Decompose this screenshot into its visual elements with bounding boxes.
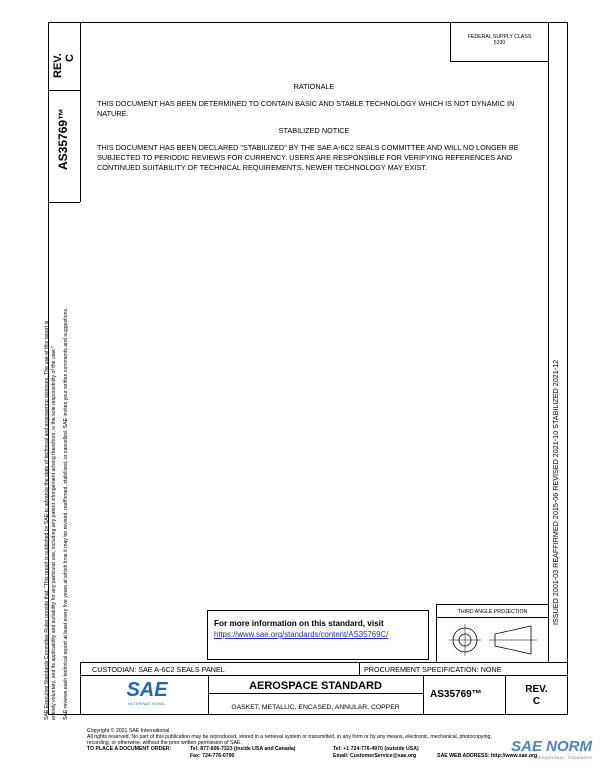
side-rev-value: C [64, 54, 76, 62]
fsc-box [450, 22, 548, 62]
side-doc-number: AS35769™ [56, 107, 70, 170]
projection-symbol-icon [437, 618, 549, 662]
stabilized-title: STABILIZED NOTICE [278, 126, 350, 135]
info-box [207, 610, 429, 660]
projection-box [436, 604, 548, 662]
footer-tel2: Tel: +1 724-776-4970 (outside USA) [333, 746, 419, 752]
title-rev-label: REV. [525, 684, 548, 695]
title-rev [505, 684, 568, 708]
left-notice-line3: SAE reviews each technical report at least every five years at which time it may be revised, reaffirmed, stabilized, or cancelled. SAE invites your written comments and suggestions. [63, 307, 69, 720]
rationale-text: THIS DOCUMENT HAS BEEN DETERMINED TO CONTAIN BASIC AND STABLE TECHNOLOGY WHICH IS NOT DYNAMIC IN NATURE. [97, 99, 515, 118]
left-column-divider [80, 22, 81, 202]
left-notice-line2: entirely voluntary, and its applicability and suitability for any particular use, including any patent infringement arising therefrom, is the sole responsibility of the user.” [51, 346, 57, 720]
footer-rights1: All rights reserved. No part of this publication may be reproduced, stored in a retrieval system or transmitted, in any form or by any means, electronic, mechanical, photocopying, [87, 734, 492, 740]
fsc-label: FEDERAL SUPPLY CLASS [467, 34, 532, 40]
fsc-value: 5330 [493, 40, 506, 46]
sae-logo-text: SAE [126, 679, 168, 701]
title-block [80, 676, 568, 715]
sae-logo-sub: INTERNATIONAL [127, 701, 167, 706]
footer-order-label: TO PLACE A DOCUMENT ORDER: [87, 746, 172, 752]
watermark-text: SAE NORM [511, 738, 592, 755]
watermark [484, 739, 592, 760]
footer-tel1: Tel: 877-606-7323 (inside USA and Canada) [190, 746, 296, 752]
rationale-title: RATIONALE [293, 82, 335, 91]
left-notice-line1: SAE Executive Standards Committee Rules provide that: “This report is published by SAE to advance the state of technical and engineering sciences. The use of this report is [44, 320, 50, 720]
title-rev-value: C [532, 696, 541, 707]
footer-web: SAE WEB ADDRESS: http://www.sae.org [437, 753, 538, 759]
standard-type: AEROSPACE STANDARD [249, 680, 382, 692]
footer-email: Email: CustomerService@sae.org [333, 753, 417, 759]
projection-label: THIRD ANGLE PROJECTION [457, 609, 528, 615]
custodian-row [80, 662, 568, 676]
footer-copyright: Copyright © 2021 SAE International [87, 728, 170, 734]
document-subtitle: GASKET, METALLIC, ENCASED, ANNULAR, COPPER [231, 704, 400, 711]
title-doc-number: AS35769™ [430, 689, 482, 700]
procurement-text: PROCUREMENT SPECIFICATION: NONE [364, 665, 502, 674]
right-strip-divider [548, 22, 549, 662]
info-heading: For more information on this standard, visit [214, 619, 384, 628]
footer-fax: Fax: 724-776-0790 [190, 753, 235, 759]
footer-rights2: recording, or otherwise, without the prior written permission of SAE. [87, 740, 242, 746]
stabilized-text: THIS DOCUMENT HAS BEEN DECLARED "STABILIZED" BY THE SAE A-6C2 SEALS COMMITTEE AND WILL NO LONGER BE SUBJECTED TO PERIODIC REVIEWS FOR CURRENCY. USERS ARE RESPONSIBLE FOR VERIFYING REFERENCES AND CONTINUED SUITABILITY OF TECHNICAL REQUIREMENTS. NEWER TECHNOLOGY MAY EXIST. [97, 143, 519, 172]
watermark-sub: INTERNATIONAL · STANDARDS [532, 755, 592, 760]
custodian-text: CUSTODIAN: SAE A-6C2 SEALS PANEL [92, 665, 225, 674]
side-rev-label [52, 53, 76, 78]
info-link[interactable]: https://www.sae.org/standards/content/AS35769C/ [214, 630, 389, 639]
sae-logo [124, 679, 170, 706]
side-rev-text: REV. [52, 53, 64, 78]
dates-strip: ISSUED 2001-03 REAFFIRMED 2015-06 REVISED 2021-10 STABILIZED 2021-12 [551, 359, 560, 625]
